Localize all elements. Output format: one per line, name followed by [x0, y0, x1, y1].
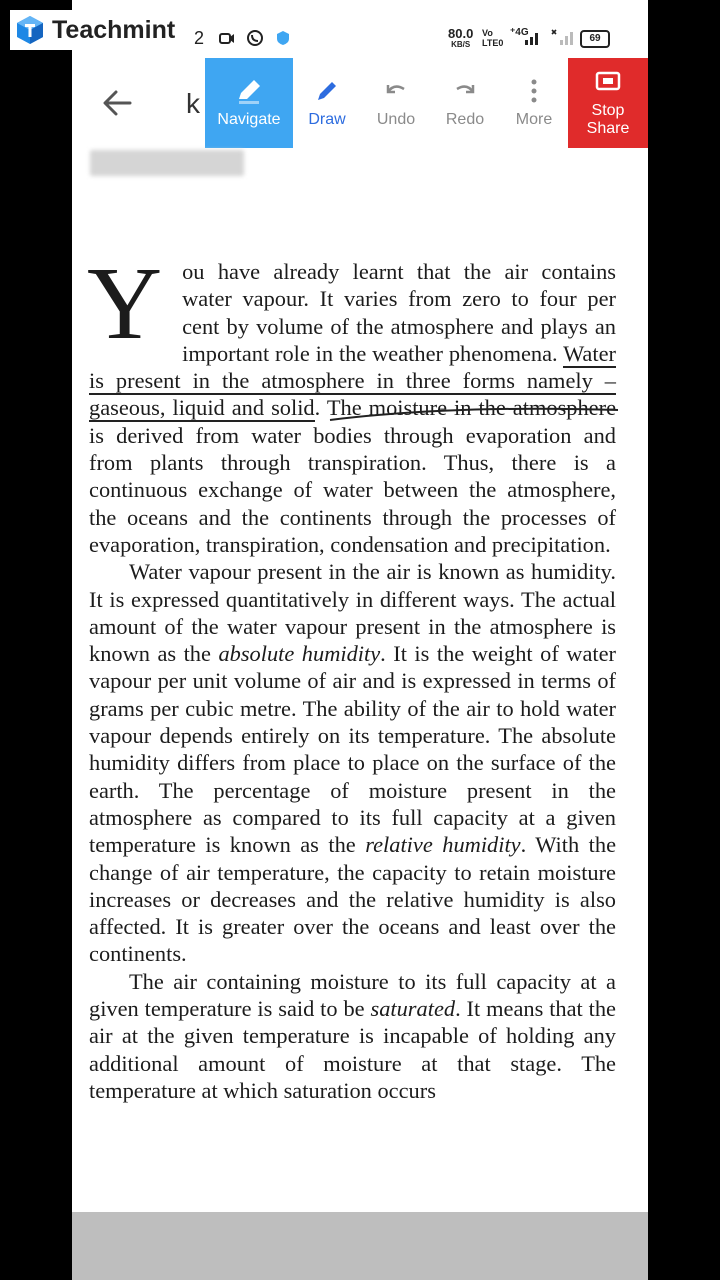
- redo-icon: [451, 77, 479, 105]
- stop-label-1: Stop: [591, 102, 625, 119]
- stop-share-button[interactable]: [568, 58, 648, 148]
- paragraph-2-text-b: . It is the weight of water vapour per unit volume of air and is expressed in terms of grams per cubic metre. The ability of the air to hold water vapour depends entirely on its temperature. The absolute humidity differs from place to place on the surface of the earth. The percentage of moisture present in the atmosphere as compared to its full capacity at a given temperature is known as the: [89, 641, 616, 858]
- draw-label: Draw: [308, 111, 346, 128]
- undo-label: Undo: [376, 111, 416, 128]
- teachmint-logo: [10, 10, 188, 50]
- paragraph-2-text-c: . With the change of air temperature, the capacity to retain moisture increases or decreases and the relative humidity is also affected. It is greater over the oceans and least over the continents.: [89, 832, 617, 967]
- paragraph-1-text-b: . The moisture in the atmosphere is derived from water bodies through evaporation and from plants through transpiration. Thus, there is a continuous exchange of water between the atmosphere, the oceans and the continents through the processes of evaporation, transpiration, condensation and precipitation.: [89, 395, 617, 557]
- more-button[interactable]: [500, 58, 568, 148]
- blurred-header: [90, 150, 244, 176]
- document-body: [87, 246, 617, 1104]
- teachmint-brand-text: Teachmint: [52, 15, 176, 44]
- more-label: More: [515, 111, 553, 128]
- draw-pen-icon: [313, 77, 341, 105]
- shield-app-icon: [274, 29, 292, 47]
- network-speed-value: 80.0: [448, 26, 474, 41]
- signal-icon: [524, 28, 542, 46]
- term-absolute-humidity: absolute humidity: [218, 641, 381, 667]
- paragraph-1-text-a: ou have already learnt that the air contains water vapour. It varies from zero to four per cent by volume of the atmosphere and plays an important role in the weather phenomena.: [182, 259, 616, 366]
- volte-top: Vo: [482, 28, 493, 38]
- paragraph-2-text-a: Water vapour present in the air is known as humidity. It is expressed quantitatively in different ways. The actual amount of the water vapour present in the atmosphere is known as the: [89, 559, 616, 667]
- video-camera-icon: [218, 29, 236, 47]
- network-type: ⁺4G: [510, 27, 529, 38]
- network-speed: [448, 27, 473, 49]
- phone-screen: [72, 0, 648, 1280]
- signal-2-icon: [550, 28, 574, 46]
- more-vertical-icon: [520, 77, 548, 105]
- undo-button[interactable]: [362, 58, 430, 148]
- stop-screen-icon: [594, 68, 622, 96]
- underlined-sentence: Water is present in the atmosphere in three forms namely – gaseous, liquid and solid: [89, 340, 616, 421]
- draw-button[interactable]: [293, 58, 361, 148]
- paragraph-1: [87, 246, 617, 558]
- redo-label: Redo: [445, 111, 485, 128]
- dropcap: Y: [87, 246, 163, 361]
- undo-icon: [382, 77, 410, 105]
- paragraph-3-cut-text: The temperature at which saturation occurs: [89, 1050, 616, 1103]
- whatsapp-icon: [246, 29, 264, 47]
- navigate-button[interactable]: [205, 58, 293, 148]
- battery-indicator: [580, 30, 610, 48]
- volte-indicator: [482, 28, 503, 48]
- stop-label-2: Share: [586, 120, 630, 137]
- paragraph-3-text-b: . It means that the air at the given temperature is incapable of holding any additional amount of moisture at that stage.: [89, 996, 616, 1076]
- battery-level: 69: [589, 33, 601, 44]
- paragraph-2: [89, 558, 616, 967]
- redo-button[interactable]: [431, 58, 499, 148]
- paragraph-3-text-a: The air containing moisture to its full capacity at a given temperature is said to be: [89, 968, 616, 1022]
- paragraph-3: [89, 968, 616, 1104]
- network-speed-unit: KB/S: [451, 40, 471, 49]
- volte-bottom: LTE0: [482, 38, 504, 48]
- term-saturated: saturated: [370, 996, 456, 1022]
- bottom-navigation-overlay: [72, 1212, 648, 1280]
- term-relative-humidity: relative humidity: [365, 832, 521, 858]
- navigate-pencil-icon: [235, 77, 263, 105]
- teachmint-cube-icon: [14, 14, 46, 46]
- notification-count: 2: [194, 28, 205, 48]
- back-arrow-icon[interactable]: [100, 88, 134, 118]
- document-title: k: [186, 88, 200, 119]
- annotation-toolbar: [72, 58, 648, 148]
- navigate-label: Navigate: [217, 111, 281, 128]
